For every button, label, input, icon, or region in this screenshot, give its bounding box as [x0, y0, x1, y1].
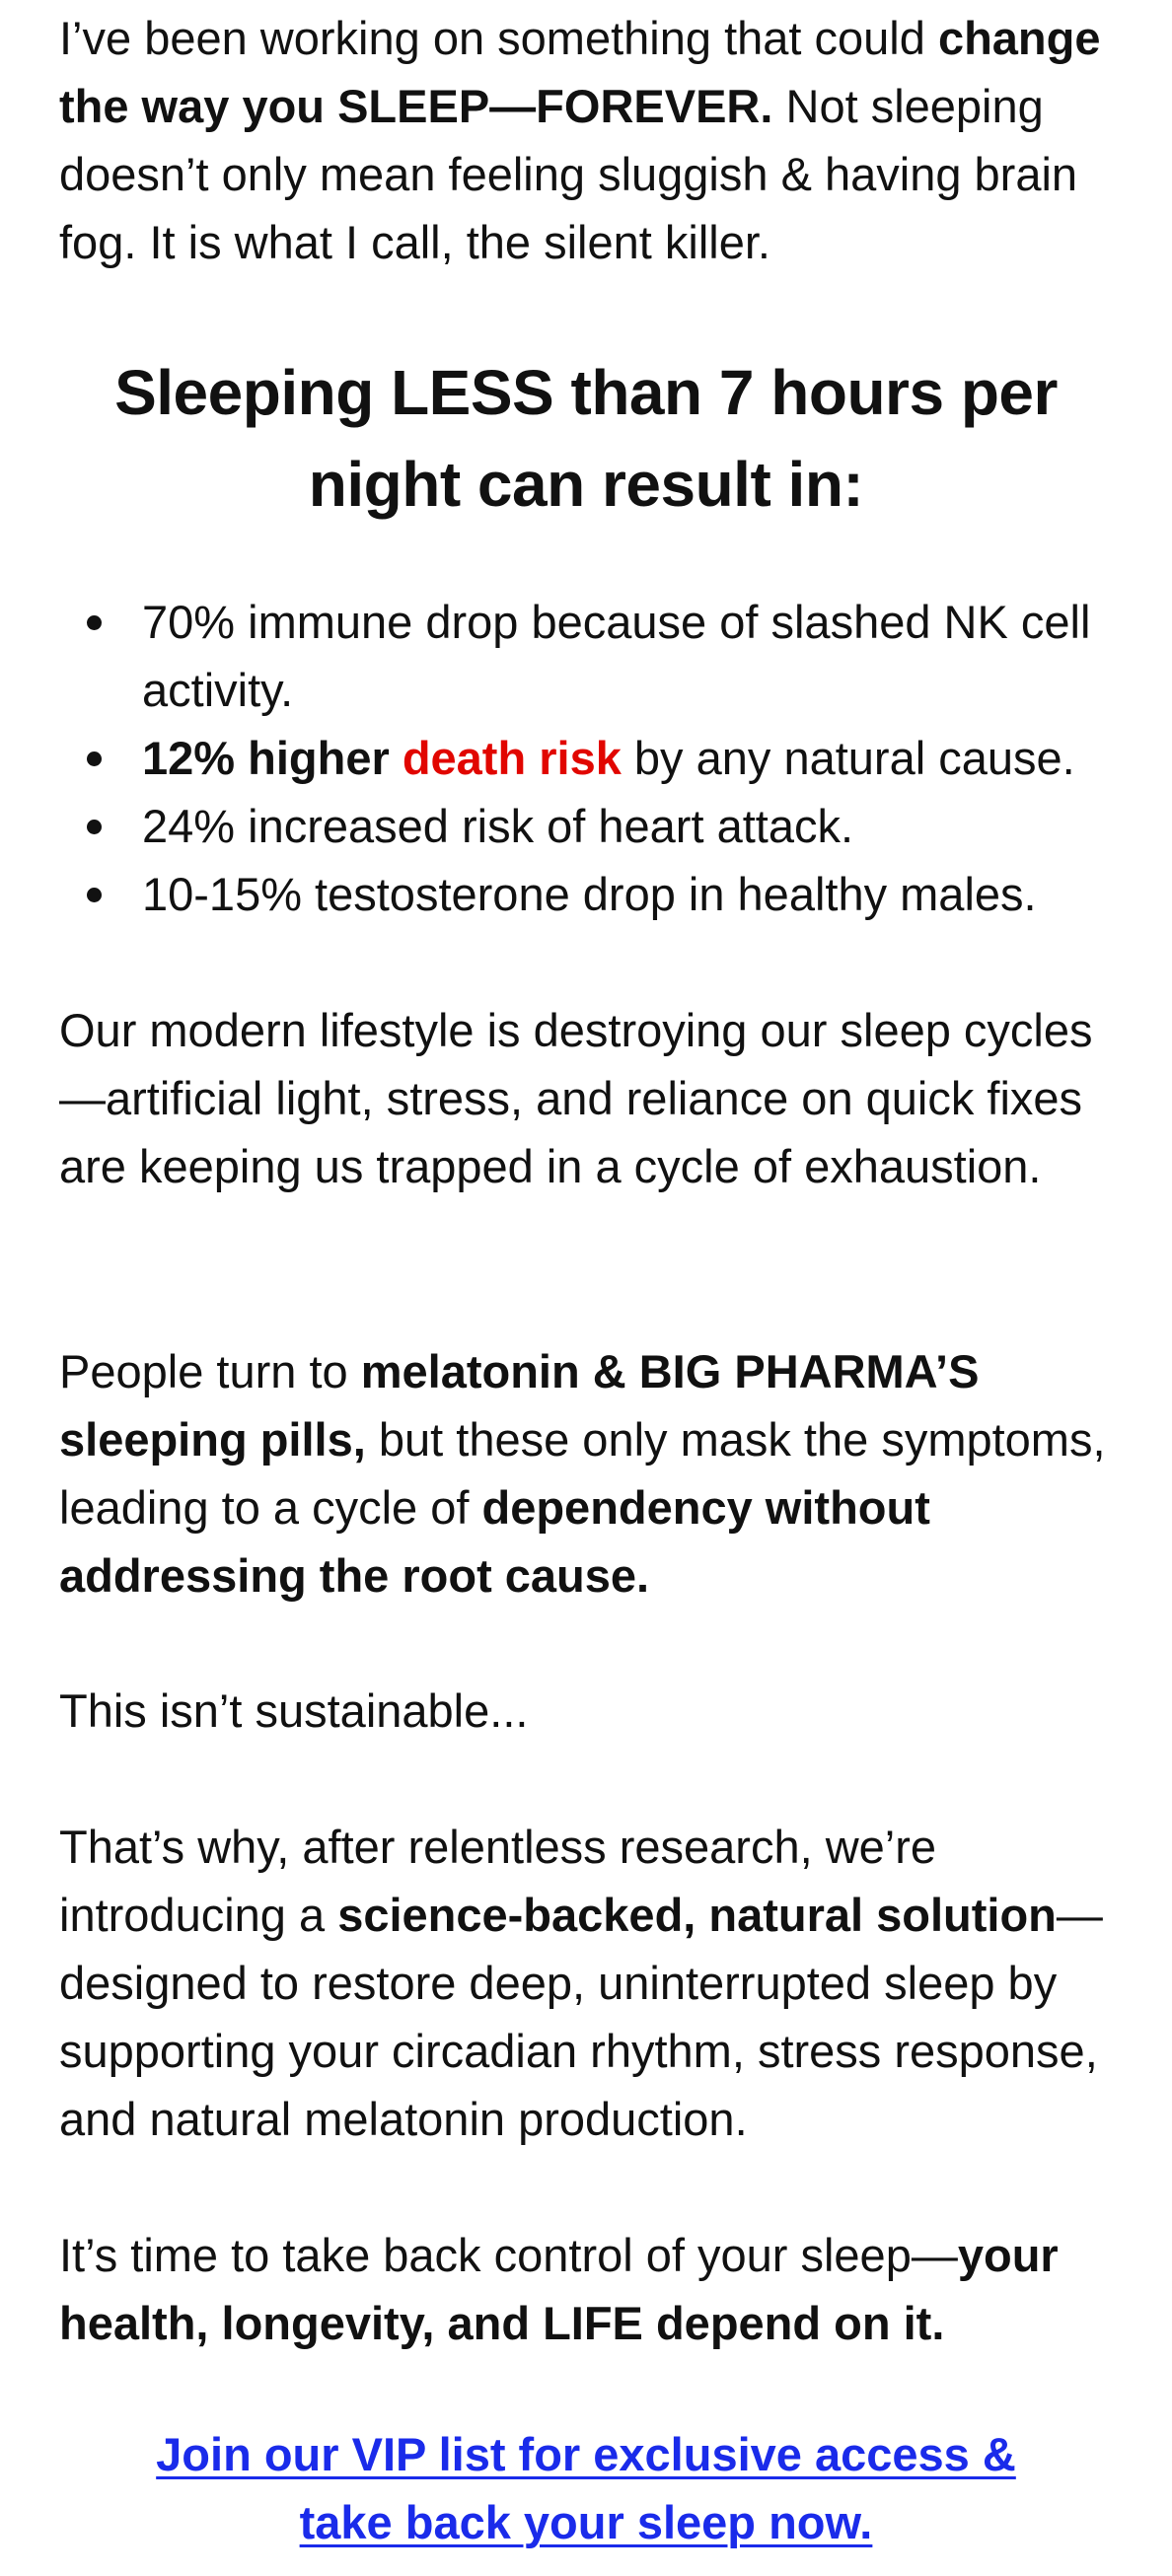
section-heading: Sleeping LESS than 7 hours per night can result in:: [114, 357, 1058, 520]
pills-paragraph: [59, 1337, 1113, 1610]
stat-item-testosterone: [142, 860, 1113, 928]
intro-text-2: Not sleeping doesn’t only mean feeling sluggish & having brain fog. It is what I call, the silent killer.: [59, 80, 1078, 268]
intro-text-1: I’ve been working on something that could: [59, 12, 938, 64]
sustainable-paragraph: This isn’t sustainable...: [59, 1684, 529, 1737]
sleep-stats-list: [59, 588, 1113, 928]
stat-item-heart-attack: [142, 792, 1113, 860]
lifestyle-paragraph: Our modern lifestyle is destroying our sleep cycles—artificial light, stress, and reliance on quick fixes are keeping us trapped in a cycle of exhaustion.: [59, 1004, 1093, 1192]
intro-paragraph: [59, 4, 1113, 276]
stat-item-death-risk: [142, 724, 1113, 792]
stat-death-risk-bold: 12% higher: [142, 732, 403, 784]
stat-testosterone-text: 10-15% testosterone drop in healthy males.: [142, 868, 1037, 920]
stat-immune-text: 70% immune drop because of slashed NK cell activity.: [142, 596, 1091, 716]
vip-link-line-2: take back your sleep now.: [299, 2496, 873, 2548]
pills-emphasis-2: dependency without addressing the root cause.: [59, 1481, 930, 1602]
control-text: It’s time to take back control of your sleep—: [59, 2229, 958, 2281]
intro-emphasis: change the way you SLEEP—FOREVER.: [59, 12, 1101, 132]
vip-signup-link[interactable]: [156, 2428, 1016, 2548]
stat-death-risk-rest: by any natural cause.: [621, 732, 1075, 784]
solution-paragraph: [59, 1813, 1113, 2153]
control-emphasis: your health, longevity, and LIFE depend on it.: [59, 2229, 1059, 2349]
stat-heart-attack-text: 24% increased risk of heart attack.: [142, 800, 854, 852]
stat-item-immune: [142, 588, 1113, 724]
solution-text-2: —designed to restore deep, uninterrupted sleep by supporting your circadian rhythm, stress response, and natural melatonin production.: [59, 1889, 1103, 2145]
pills-emphasis-1: melatonin & BIG PHARMA’S sleeping pills,: [59, 1345, 980, 1466]
control-paragraph: [59, 2221, 1113, 2357]
stat-death-risk-highlight: death risk: [402, 732, 622, 784]
solution-emphasis: science-backed, natural solution: [337, 1889, 1057, 1941]
solution-text-1: That’s why, after relentless research, we’re introducing a: [59, 1821, 937, 1941]
pills-text-2: but these only mask the symptoms, leading to a cycle of: [59, 1413, 1106, 1534]
vip-cta: [59, 2420, 1113, 2556]
pills-text-1: People turn to: [59, 1345, 361, 1397]
vip-link-line-1: Join our VIP list for exclusive access &: [156, 2428, 1016, 2480]
